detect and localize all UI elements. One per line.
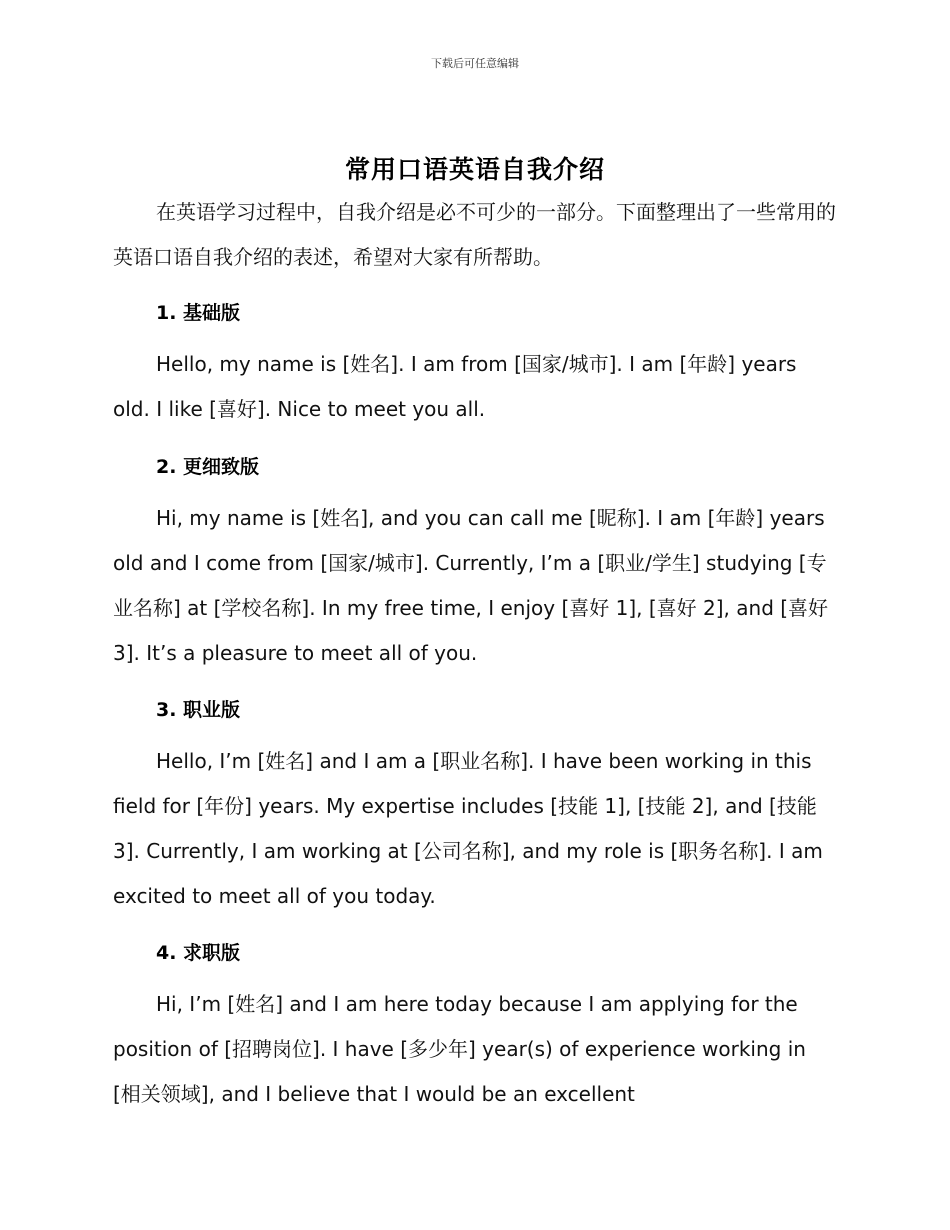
section-text-job-seeking: Hi, I’m [姓名] and I am here today because I am applying for the position of [招聘岗位]. I have [多少年] year(s) of experience working in [相关领域], and I believe that I would be an excellent [113,992,806,1106]
page-header-note: 下载后可任意编辑 [431,57,519,70]
section-text-professional: Hello, I’m [姓名] and I am a [职业名称]. I have been working in this field for [年份] years. My expertise includes [技能 1], [技能 2], and [技能 3]. Currently, I am working at [公司名称], and my role is [职务名称]. I am excited to meet all of you today. [113,749,823,908]
section-heading-job-seeking: 4. 求职版 [156,942,241,964]
section-heading-professional: 3. 职业版 [156,699,241,721]
document-title: 常用口语英语自我介绍 [344,155,605,184]
intro-paragraph: 在英语学习过程中，自我介绍是必不可少的一部分。下面整理出了一些常用的英语口语自我介绍的表述，希望对大家有所帮助。 [113,200,836,269]
section-heading-basic: 1. 基础版 [156,302,241,324]
section-text-basic: Hello, my name is [姓名]. I am from [国家/城市]. I am [年龄] years old. I like [喜好]. Nice to meet you all. [113,352,797,421]
section-heading-detailed: 2. 更细致版 [156,456,260,478]
section-text-detailed: Hi, my name is [姓名], and you can call me [昵称]. I am [年龄] years old and I come from [国家/城市]. Currently, I’m a [职业/学生] studying [专业名称] at [学校名称]. In my free time, I enjoy [喜好 1], [喜好 2], and [喜好 3]. It’s a pleasure to meet all of you. [113,506,829,665]
